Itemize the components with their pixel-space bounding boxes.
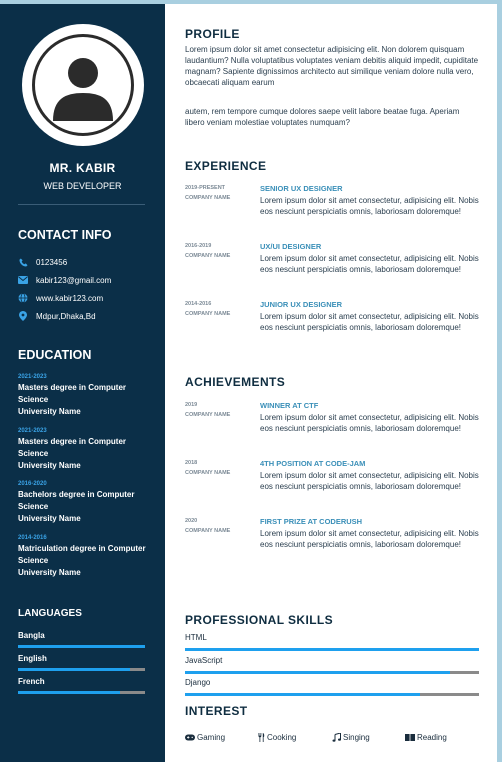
- entry-company: COMPANY NAME: [185, 311, 231, 317]
- language-bar-fill: [18, 645, 145, 648]
- language-item: [18, 677, 145, 694]
- achievements-heading: ACHIEVEMENTS: [185, 375, 286, 389]
- languages-heading: LANGUAGES: [18, 608, 82, 619]
- entry-body: [260, 516, 479, 550]
- experience-heading: EXPERIENCE: [185, 159, 267, 173]
- language-name: Bangla: [18, 631, 45, 640]
- contact-email-text: kabir123@gmail.com: [36, 275, 112, 285]
- education-year: 2014-2016: [18, 535, 47, 541]
- entry-company: COMPANY NAME: [185, 412, 231, 418]
- skill-bar-fill: [185, 648, 479, 651]
- education-degree: Matriculation degree in Computer Science: [18, 544, 146, 565]
- education-item: [18, 427, 153, 472]
- sidebar: [0, 4, 165, 762]
- contact-location-text: Mdpur,Dhaka,Bd: [36, 311, 96, 321]
- resume-page: [0, 4, 497, 762]
- interest-label: Singing: [343, 733, 370, 742]
- interest-item: [185, 733, 225, 742]
- skill-name: Django: [185, 678, 211, 687]
- gamepad-icon: [185, 734, 195, 741]
- phone-icon: [18, 257, 28, 267]
- entry-meta: [185, 516, 255, 536]
- education-university: University Name: [18, 461, 81, 470]
- entry-date: 2019: [185, 402, 198, 408]
- user-icon: [32, 34, 134, 136]
- entry-date: 2020: [185, 518, 198, 524]
- entry-body: [260, 183, 479, 217]
- education-university: University Name: [18, 514, 81, 523]
- language-bar: [18, 691, 145, 694]
- contact-phone: [18, 256, 67, 268]
- skill-bar: [185, 671, 479, 674]
- sidebar-divider: [18, 204, 145, 205]
- contact-website[interactable]: [18, 292, 103, 304]
- avatar: [22, 24, 144, 146]
- entry-title: SENIOR UX DESIGNER: [260, 184, 343, 193]
- utensils-icon: [258, 733, 265, 742]
- entry-company: COMPANY NAME: [185, 253, 231, 259]
- language-item: [18, 631, 145, 648]
- skill-bar: [185, 648, 479, 651]
- entry-company: COMPANY NAME: [185, 528, 231, 534]
- interest-item: [332, 733, 370, 742]
- entry-meta: [185, 400, 255, 420]
- language-bar: [18, 645, 145, 648]
- entry-meta: [185, 241, 255, 261]
- skill-bar-fill: [185, 671, 450, 674]
- contact-heading: CONTACT INFO: [18, 228, 112, 242]
- entry-meta: [185, 299, 255, 319]
- education-item: [18, 373, 153, 418]
- candidate-name: MR. KABIR: [49, 161, 116, 175]
- entry-meta: [185, 458, 255, 478]
- interest-label: Cooking: [267, 733, 297, 742]
- education-university: University Name: [18, 407, 81, 416]
- entry-body: [260, 241, 479, 275]
- education-university: University Name: [18, 568, 81, 577]
- skill-item: [185, 633, 479, 651]
- entry-date: 2016-2019: [185, 243, 212, 249]
- entry-description: Lorem ipsum dolor sit amet consectetur, adipisicing elit. Nobis eos nesciunt perspiciatis omnis, laboriosam doloremque!: [260, 529, 479, 549]
- globe-icon: [18, 293, 28, 303]
- entry-title: FIRST PRIZE AT CODERUSH: [260, 517, 363, 526]
- contact-website-text: www.kabir123.com: [36, 293, 104, 303]
- skill-name: JavaScript: [185, 656, 223, 665]
- language-name: English: [18, 654, 47, 663]
- candidate-role: WEB DEVELOPER: [43, 181, 122, 191]
- skill-item: [185, 656, 479, 674]
- skill-item: [185, 678, 479, 696]
- profile-heading: PROFILE: [185, 27, 240, 41]
- entry-description: Lorem ipsum dolor sit amet consectetur, adipisicing elit. Nobis eos nesciunt perspiciatis omnis, laboriosam doloremque!: [260, 471, 479, 491]
- interest-item: [405, 733, 447, 742]
- location-icon: [18, 311, 28, 321]
- contact-email[interactable]: [18, 274, 111, 286]
- skill-bar: [185, 693, 479, 696]
- interest-item: [258, 733, 296, 742]
- interest-label: Gaming: [197, 733, 226, 742]
- entry-company: COMPANY NAME: [185, 470, 231, 476]
- entry-body: [260, 400, 479, 434]
- entry-title: WINNER AT CTF: [260, 401, 319, 410]
- entry-description: Lorem ipsum dolor sit amet consectetur, adipisicing elit. Nobis eos nesciunt perspiciatis omnis, laboriosam doloremque!: [260, 196, 479, 216]
- entry-description: Lorem ipsum dolor sit amet consectetur, adipisicing elit. Nobis eos nesciunt perspiciatis omnis, laboriosam doloremque!: [260, 413, 479, 433]
- education-year: 2016-2020: [18, 481, 47, 487]
- education-degree: Bachelors degree in Computer Science: [18, 490, 135, 511]
- entry-description: Lorem ipsum dolor sit amet consectetur, adipisicing elit. Nobis eos nesciunt perspiciatis omnis, laboriosam doloremque!: [260, 312, 479, 332]
- skill-bar-fill: [185, 693, 420, 696]
- entry-description: Lorem ipsum dolor sit amet consectetur, adipisicing elit. Nobis eos nesciunt perspiciatis omnis, laboriosam doloremque!: [260, 254, 479, 274]
- language-bar: [18, 668, 145, 671]
- entry-body: [260, 458, 479, 492]
- entry-title: 4TH POSITION AT CODE-JAM: [260, 459, 366, 468]
- interest-label: Reading: [417, 733, 447, 742]
- entry-title: UX/UI DESIGNER: [260, 242, 322, 251]
- education-year: 2021-2023: [18, 428, 47, 434]
- interest-heading: INTEREST: [185, 704, 248, 718]
- education-degree: Masters degree in Computer Science: [18, 437, 127, 458]
- skills-heading: PROFESSIONAL SKILLS: [185, 613, 334, 627]
- profile-paragraph: autem, rem tempore cumque dolores saepe velit labore beatae fuga. Aperiam libero veniam molestiae voluptates numquam?: [185, 107, 460, 127]
- language-bar-fill: [18, 668, 130, 671]
- entry-date: 2019-PRESENT: [185, 185, 226, 191]
- education-year: 2021-2023: [18, 374, 47, 380]
- entry-company: COMPANY NAME: [185, 195, 231, 201]
- language-item: [18, 654, 145, 671]
- language-name: French: [18, 677, 45, 686]
- entry-date: 2018: [185, 460, 198, 466]
- entry-body: [260, 299, 479, 333]
- music-icon: [332, 733, 341, 742]
- entry-meta: [185, 183, 255, 203]
- education-item: [18, 534, 153, 579]
- book-icon: [405, 734, 415, 741]
- education-heading: EDUCATION: [18, 348, 92, 362]
- contact-phone-text: 0123456: [36, 257, 68, 267]
- education-degree: Masters degree in Computer Science: [18, 383, 127, 404]
- education-item: [18, 480, 153, 525]
- profile-paragraph: Lorem ipsum dolor sit amet consectetur adipisicing elit. Non dolorem quisquam laudantium? Nulla voluptatibus voluptates veniam debitis aliquid impedit, cupiditate magnam? Sapiente dignissimos architecto aut similique veniam dolore nulla vero, obcaecati aliquam earum: [185, 45, 479, 87]
- entry-date: 2014-2016: [185, 301, 212, 307]
- skill-name: HTML: [185, 633, 207, 642]
- contact-location: [18, 310, 96, 322]
- email-icon: [18, 275, 28, 285]
- entry-title: JUNIOR UX DESIGNER: [260, 300, 343, 309]
- language-bar-fill: [18, 691, 120, 694]
